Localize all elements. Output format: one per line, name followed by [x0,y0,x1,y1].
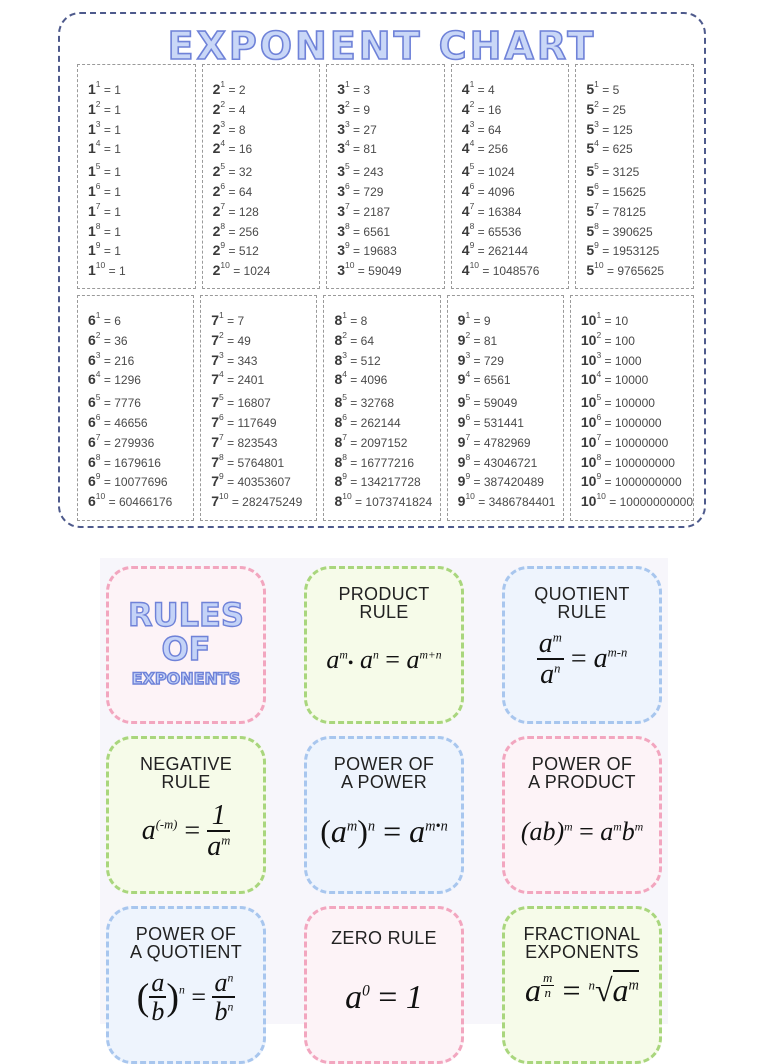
exponent-entry: $10^1 = 10$ [580,310,629,328]
exponent-entry: $10^5 = 100000$ [580,392,655,411]
chart-title: EXPONENT CHART [167,24,597,68]
exponent-entry: $1^7 = 1$ [88,200,121,219]
exponent-entry: $5^7 = 78125$ [586,200,646,219]
exponent-entry: $8^2 = 64$ [334,329,375,348]
exponent-entry: $4^7 = 16384$ [461,200,522,219]
exponent-entry: $1^3 = 1$ [88,118,121,137]
exponent-entry: $8^9 = 134217728$ [334,471,421,490]
quotient-rule-card [502,566,662,724]
exponent-entry: $3^7 = 2187$ [337,200,391,219]
exponent-entry: $8^4 = 4096$ [334,369,388,388]
exponent-entry: $7^{10} = 282475249$ [211,491,303,510]
fractional-exponents-card [502,906,662,1064]
exponent-entry: $8^6 = 262144$ [334,411,401,430]
power-of-product-card [502,736,662,894]
exponent-entry: $3^4 = 81$ [337,138,377,157]
exponent-entry: $2^2 = 4$ [212,98,246,117]
card-title: QUOTIENT RULE [534,584,630,622]
base-cell [77,295,194,521]
exponent-entry: $3^2 = 9$ [337,98,371,117]
exponent-entry: $7^4 = 2401$ [211,369,265,388]
exponent-entry: $7^9 = 40353607$ [211,471,291,490]
exponent-entry: $1^5 = 1$ [88,161,121,180]
exponent-entry: $1^6 = 1$ [88,180,121,199]
quotient-rule-formula: $\frac{a^m}{a^n}$ = $a^{m-n}$ [538,628,628,691]
base-cell [575,64,694,289]
card-title: FRACTIONAL EXPONENTS [523,924,641,962]
exponent-entry: $5^1 = 5$ [586,79,620,97]
exponent-entry: $8^8 = 16777216$ [334,451,415,470]
exponent-entry: $2^4 = 16$ [212,138,253,157]
exponent-entry: $9^7 = 4782969$ [457,431,531,450]
exponent-entry: $6^3 = 216$ [88,349,135,368]
exponent-entry: $9^9 = 387420489$ [457,471,544,490]
exponent-entry: $6^7 = 279936$ [88,431,155,450]
exponent-entry: $8^1 = 8$ [334,310,368,328]
exponent-entry: $2^6 = 64$ [212,180,253,199]
rules-heading-line2: OF [161,630,211,668]
exponent-entry: $1^1 = 1$ [88,79,121,97]
exponent-entry: $1^9 = 1$ [88,240,121,259]
exponent-entry: $9^2 = 81$ [457,329,498,348]
exponent-entry: $1^{10} = 1$ [88,260,126,279]
exponent-entry: $10^7 = 10000000$ [580,431,669,450]
fractional-exponents-formula: a $^{\frac{m}{n}}$ = $^n√a^m$ [525,970,639,1008]
base-cell [447,295,564,521]
exponent-entry: $9^4 = 6561$ [457,369,511,388]
exponent-entry: $1^4 = 1$ [88,138,121,157]
exponent-entry: $6^4 = 1296$ [88,369,141,388]
zero-rule-card [304,906,464,1064]
rules-heading-line3: EXPONENTS [131,669,241,688]
exponent-entry: $7^7 = 823543$ [211,431,278,450]
exponent-entry: $10^4 = 10000$ [580,369,649,388]
exponent-entry: $3^1 = 3$ [337,79,371,97]
zero-rule-formula: $a^0 = 1$ [345,979,423,1016]
exponent-entry: $4^5 = 1024$ [461,161,515,180]
exponent-entry: $6^1 = 6$ [88,310,121,328]
exponent-entry: $6^{10} = 60466176$ [88,491,173,510]
exponent-entry: $5^5 = 3125$ [586,161,640,180]
exponent-entry: $9^5 = 59049$ [457,392,518,411]
base-cell [323,295,440,521]
exponent-entry: $7^6 = 117649$ [211,411,277,430]
exponent-entry: $4^{10} = 1048576$ [461,260,540,279]
exponent-entry: $5^9 = 1953125$ [586,240,660,259]
exponent-entry: $1^2 = 1$ [88,98,121,117]
exponent-entry: $9^6 = 531441$ [457,411,524,430]
chart-row-bottom [74,295,697,521]
exponent-entry: $2^7 = 128$ [212,200,259,219]
exponent-entry: $4^3 = 64$ [461,118,502,137]
chart-row-top [74,64,697,289]
exponent-entry: $5^4 = 625$ [586,138,633,157]
exponent-entry: $7^3 = 343$ [211,349,258,368]
power-of-product-formula: $(ab)^m = a^mb^m$ [520,817,644,846]
base-cell [570,295,694,521]
exponent-entry: $4^1 = 4$ [461,79,495,97]
exponent-entry: $8^7 = 2097152$ [334,431,408,450]
exponent-entry: $4^9 = 262144$ [461,240,529,259]
exponent-entry: $3^8 = 6561$ [337,220,391,239]
exponent-entry: $3^5 = 243$ [337,161,384,180]
exponent-entry: $6^2 = 36$ [88,329,128,348]
exponent-entry: $1^8 = 1$ [88,220,121,239]
exponent-entry: $6^6 = 46656$ [88,411,148,430]
power-of-quotient-card [106,906,266,1064]
exponent-entry: $2^9 = 512$ [212,240,259,259]
exponent-entry: $9^8 = 43046721$ [457,451,538,470]
exponent-entry: $3^3 = 27$ [337,118,377,137]
exponent-entry: $7^2 = 49$ [211,329,251,348]
exponent-entry: $5^3 = 125$ [586,118,633,137]
exponent-entry: $3^{10} = 59049$ [337,260,402,279]
product-rule-card [304,566,464,724]
exponent-entry: $5^8 = 390625$ [586,220,653,239]
exponent-entry: $8^3 = 512$ [334,349,381,368]
card-title: POWER OF A PRODUCT [528,754,636,792]
exponent-entry: $4^2 = 16$ [461,98,502,117]
power-of-power-formula: $(a^m)^n = a^{m•n}$ [320,813,448,849]
card-title: ZERO RULE [331,928,437,948]
exponent-entry: $6^5 = 7776$ [88,392,141,411]
exponent-entry: $9^1 = 9$ [457,310,491,328]
base-cell [451,64,570,289]
exponent-entry: $10^9 = 1000000000$ [580,471,682,490]
exponent-entry: $4^6 = 4096$ [461,180,515,199]
exponent-entry: $2^{10} = 1024$ [212,260,271,279]
exponent-entry: $4^8 = 65536$ [461,220,522,239]
exponent-entry: $7^1 = 7$ [211,310,245,328]
exponent-entry: $3^9 = 19683$ [337,240,397,259]
negative-rule-formula: $a^{(-m)}$ = $\frac{1}{a^m}$ [141,800,231,863]
card-title: POWER OF A QUOTIENT [129,924,242,962]
exponent-entry: $7^5 = 16807$ [211,392,271,411]
base-cell [77,64,196,289]
base-cell [200,295,317,521]
negative-rule-card [106,736,266,894]
exponent-entry: $2^1 = 2$ [212,79,246,97]
exponent-entry: $10^{10} = 10000000000$ [580,491,694,510]
base-cell [326,64,445,289]
exponent-entry: $3^6 = 729$ [337,180,384,199]
exponent-entry: $2^8 = 256$ [212,220,259,239]
power-of-quotient-formula: ( $\frac{a}{b}$ )$^n$ = $\frac{a^n}{b^n}$ [136,968,234,1027]
exponent-entry: $9^{10} = 3486784401$ [457,491,556,510]
rules-heading-line1: RULES [128,596,244,634]
card-title: POWER OF A POWER [333,754,435,792]
exponent-entry: $10^6 = 1000000$ [580,411,662,430]
exponent-entry: $8^5 = 32768$ [334,392,395,411]
power-of-power-card [304,736,464,894]
exponent-entry: $8^{10} = 1073741824$ [334,491,433,510]
product-rule-formula: $a^m•$ $a^n = a^{m+n}$ [326,645,442,674]
exponent-entry: $6^9 = 10077696$ [88,471,168,490]
exponent-entry: $4^4 = 256$ [461,138,509,157]
card-title: PRODUCT RULE [338,584,430,622]
exponent-entry: $5^6 = 15625$ [586,180,646,199]
base-cell [202,64,321,289]
exponent-entry: $10^8 = 100000000$ [580,451,675,470]
exponent-entry: $9^3 = 729$ [457,349,504,368]
exponent-entry: $5^2 = 25$ [586,98,626,117]
rules-heading-card [106,566,266,724]
exponent-entry: $2^5 = 32$ [212,161,253,180]
exponent-entry: $10^3 = 1000$ [580,349,642,368]
exponent-entry: $6^8 = 1679616$ [88,451,161,470]
exponent-entry: $10^2 = 100$ [580,329,635,348]
exponent-entry: $2^3 = 8$ [212,118,246,137]
exponent-chart [58,12,706,528]
exponent-entry: $7^8 = 5764801$ [211,451,285,470]
exponent-entry: $5^{10} = 9765625$ [586,260,665,279]
card-title: NEGATIVE RULE [139,754,233,792]
